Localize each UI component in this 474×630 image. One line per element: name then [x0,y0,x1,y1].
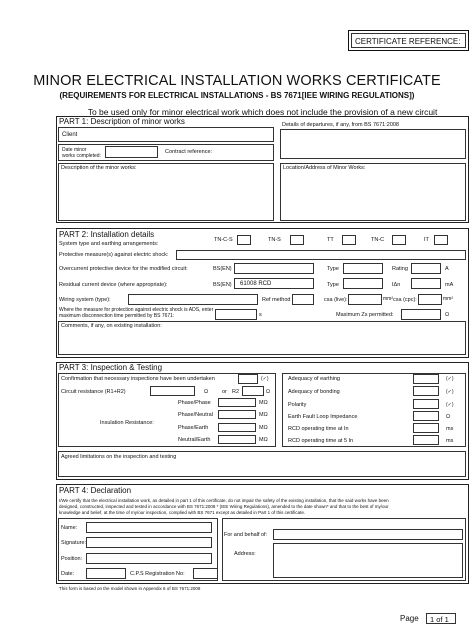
ma-unit: mA [445,282,454,288]
part3-heading: PART 3: Inspection & Testing [59,363,163,372]
insulation-resistance-label: Insulation Resistance: [100,420,154,426]
name-field[interactable] [86,522,212,533]
tnc-checkbox[interactable] [392,235,406,245]
description-label: Description of the minor works: [61,165,137,171]
tncs-checkbox[interactable] [237,235,251,245]
phase-earth-label: Phase/Earth [178,425,209,431]
rcd-bsen-field[interactable] [234,278,314,289]
date-input[interactable] [105,146,158,158]
comments-label: Comments, if any, on existing installation: [61,323,162,329]
date-minor-label: Date minor [62,147,87,153]
ref-method-label: Ref method [262,297,291,303]
protective-measures-field[interactable] [176,250,466,260]
tns-checkbox[interactable] [290,235,304,245]
address-field[interactable] [273,543,463,578]
rating-label: Rating [392,266,408,272]
agreed-limitations-label: Agreed limitations on the inspection and testing [61,454,177,460]
rcd-in-label: RCD operating time at In [288,426,349,432]
adequacy-earthing-tick: (✓) [446,376,454,382]
it-label: IT [424,237,429,243]
position-label: Position: [61,556,83,562]
part4-heading: PART 4: Declaration [59,486,132,495]
neutral-earth-label: Neutral/Earth [178,437,211,443]
confirmation-checkbox[interactable] [238,374,258,384]
declaration-date-field[interactable] [86,568,126,579]
comments-existing-installation-field[interactable] [58,321,466,355]
ads-line-1: Where the measure for protection against electric shock is ADS, enter [59,307,214,313]
idn-field[interactable] [411,278,441,289]
adequacy-earthing-checkbox[interactable] [413,374,439,384]
phase-neutral-label: Phase/Neutral [178,412,213,418]
description-minor-works-field[interactable] [58,163,274,221]
address-label: Address: [234,551,256,557]
max-disconnection-time-field[interactable] [215,309,257,320]
rcd-5in-unit: ms [446,438,454,444]
neutral-earth-field[interactable] [218,435,256,444]
tt-checkbox[interactable] [342,235,356,245]
for-behalf-field[interactable] [273,529,463,540]
efli-field[interactable] [413,411,439,421]
declaration-line-2: designed, constructed, inspected and tested in accordance with BS 7671:2008 * (IEE Wiring Regulations), amended to the date shown* and that to the best of my/our [59,504,389,509]
rcd-type-label: Type [327,282,339,288]
rcd-bsen-value: 61008 RCD [240,281,272,287]
document-title: MINOR ELECTRICAL INSTALLATION WORKS CERTIFICATE [33,73,441,89]
max-zs-field[interactable] [401,309,441,320]
system-type-label: System type and earthing arrangements: [59,241,159,247]
phase-phase-field[interactable] [218,398,256,407]
adequacy-bonding-label: Adequacy of bonding [288,389,340,395]
departures-label: Details of departures, if any, from BS 7671:2008 [282,122,399,128]
efli-label: Earth Fault Loop Impedance [288,414,358,420]
amp-unit: A [445,266,449,272]
contract-reference-label: Contract reference: [165,149,213,155]
rcd-5in-field[interactable] [413,435,439,445]
certificate-reference-label: CERTIFICATE REFERENCE: [355,37,461,46]
page-label: Page [400,614,419,623]
circuit-resistance-label: Circuit resistance (R1+R2) [61,389,126,395]
name-label: Name: [61,525,78,531]
csa-live-label: csa (live): [324,297,348,303]
date-label: Date: [61,571,75,577]
rcd-bsen-label: BS(EN) [213,282,232,288]
signature-label: Signature: [61,540,87,546]
phase-neutral-field[interactable] [218,410,256,419]
cps-label: C.P.S Registration No: [130,571,185,577]
ocpd-bsen-field[interactable] [234,263,314,274]
tns-label: TN-S [268,237,281,243]
ocpd-bsen-label: BS(EN) [213,266,232,272]
page-indicator [400,613,458,625]
r2-field[interactable] [242,386,264,396]
usage-note: To be used only for minor electrical work which does not include the provision of a new circuit [87,107,438,117]
rcd-in-unit: ms [446,426,454,432]
part2-heading: PART 2: Installation details [59,230,155,239]
page-number-value: 1 of 1 [430,615,449,624]
rcd-type-field[interactable] [343,278,383,289]
r2-unit: Ω [266,389,271,395]
phase-phase-unit: MΩ [259,400,268,406]
adequacy-bonding-tick: (✓) [446,389,454,395]
position-field[interactable] [86,553,212,564]
page-number-field[interactable] [426,613,456,624]
declaration-line-1: I/We certify that the electrical installation work, as detailed in part 1 of this certificate, do not impair the safety of the existing installation, that the said works have been [59,498,389,503]
client-field[interactable] [58,127,274,142]
departures-field[interactable] [280,129,466,159]
declaration-line-3: knowledge and belief, at the time of my/our inspection, complied with BS 7671 except as detailed in Part 1 of this certificate. [59,510,306,515]
part1-heading: PART 1: Description of minor works [59,117,185,126]
csa-cpc-field[interactable] [418,294,442,305]
phase-earth-field[interactable] [218,423,256,432]
tt-label: TT [327,237,334,243]
adequacy-bonding-checkbox[interactable] [413,386,439,396]
ref-method-field[interactable] [292,294,314,305]
seconds-unit: s [259,312,262,318]
phase-neutral-unit: MΩ [259,412,268,418]
phase-earth-unit: MΩ [259,425,268,431]
confirmation-label: Confirmation that necessary inspections have been undertaken [61,376,215,382]
efli-unit: Ω [446,414,451,420]
r2-label: R2 [232,389,240,395]
polarity-checkbox[interactable] [413,399,439,409]
location-address-field[interactable] [280,163,466,221]
cps-field[interactable] [193,568,218,579]
polarity-label: Polarity [288,402,307,408]
csa-cpc-label: csa (cpc): [393,297,417,303]
csa-cpc-unit: mm² [443,296,453,302]
or-label: or [222,389,227,395]
certificate-reference-box [348,30,469,51]
idn-label: IΔn [392,282,401,288]
agreed-limitations-field[interactable] [58,451,466,477]
certificate-reference-field[interactable] [351,33,466,48]
confirmation-tick: (✓) [261,376,269,382]
ohm-unit: Ω [445,312,450,318]
ocpd-type-field[interactable] [343,263,383,274]
date-completed-field[interactable] [58,144,274,161]
csa-live-unit: mm² [383,296,393,302]
rcd-5in-label: RCD operating time at 5 In [288,438,354,444]
rcd-in-field[interactable] [413,423,439,433]
adequacy-earthing-label: Adequacy of earthing [288,376,340,382]
client-label: Client [62,132,78,138]
rcd-label: Residual current device (where appropriate): [59,282,168,288]
ocpd-label: Overcurrent protective device for the modified circuit: [59,266,188,272]
ocpd-type-label: Type [327,266,339,272]
tnc-label: TN-C [371,237,385,243]
location-label: Location/Address of Minor Works: [283,165,366,171]
ads-line-2: maximum disconnection time permitted by BS 7671: [59,313,175,319]
polarity-tick: (✓) [446,402,454,408]
wiring-system-label: Wiring system (type): [59,297,111,303]
footer-note: This form is based on the model shown in Appendix 6 of BS 7671:2008 [59,586,201,591]
works-completed-label: works completed: [62,153,101,159]
csa-live-field[interactable] [348,294,382,305]
for-behalf-label: For and behalf of: [224,532,268,538]
phase-phase-label: Phase/Phase [178,400,211,406]
rating-field[interactable] [411,263,441,274]
r1r2-field[interactable] [150,386,195,396]
tncs-label: TN-C-S [214,237,233,243]
wiring-system-field[interactable] [128,294,258,305]
protective-measures-label: Protective measure(s) against electric shock: [59,252,169,258]
it-checkbox[interactable] [434,235,448,245]
r1r2-unit: Ω [204,389,209,395]
document-subtitle: (REQUIREMENTS FOR ELECTRICAL INSTALLATIONS - BS 7671[IEE WIRING REGULATIONS]) [59,91,415,100]
signature-field[interactable] [86,537,212,548]
neutral-earth-unit: MΩ [259,437,268,443]
max-zs-label: Maximum Zs permitted: [336,312,394,318]
